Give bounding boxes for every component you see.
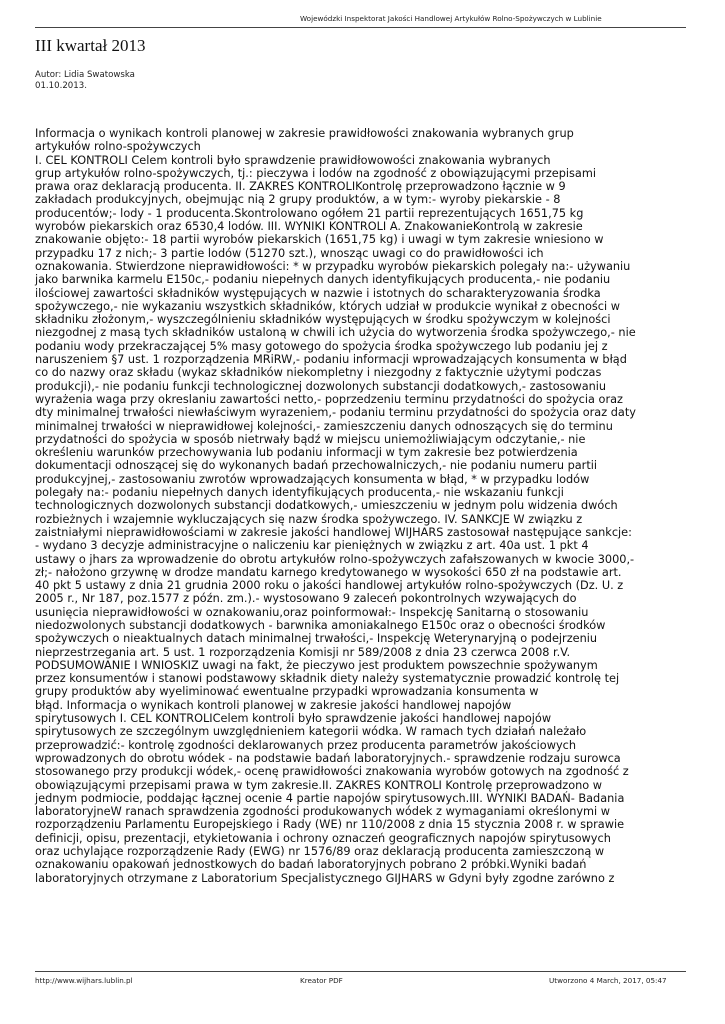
footer-url: http://www.wijhars.lublin.pl: [35, 976, 133, 985]
header-divider: [35, 27, 686, 28]
footer-divider: [35, 971, 686, 972]
footer-generator: Kreator PDF: [300, 976, 343, 985]
document-meta: [35, 70, 135, 92]
document-date: 01.10.2013.: [35, 81, 87, 91]
header-institution: Wojewódzki Inspektorat Jakości Handlowej Artykułów Rolno-Spożywczych w Lublinie: [300, 14, 602, 23]
page-title: III kwartał 2013: [35, 36, 146, 55]
footer-created: Utworzono 4 March, 2017, 05:47: [549, 976, 667, 985]
author-line: Autor: Lidia Swatowska: [35, 70, 135, 80]
document-body: Informacja o wynikach kontroli planowej w zakresie prawidłowości znakowania wybranych grup artykułów rolno-spożywczych I. CEL KONTROLI Celem kontroli było sprawdzenie prawidłowowości znakowania wybranych grup artykułów rolno-spożywczych, tj.: pieczywa i lodów na zgodność z obowiązującymi przepisami prawa oraz deklaracją producenta. II. ZAKRES KONTROLIKontrolę przeprowadzono łącznie w 9 zakładach produkcyjnych, obejmując nią 2 grupy produktów, a w tym:- wyroby piekarskie - 8 producentów;- lody - 1 producenta.Skontrolowano ogółem 21 partii reprezentujących 1651,75 kg wyrobów piekarskich oraz 6530,4 lodów. III. WYNIKI KONTROLI A. ZnakowanieKontrolą w zakresie znakowanie objęto:- 18 partii wyrobów piekarskich (1651,75 kg) i uwagi w tym zakresie wniesiono w przypadku 17 z nich;- 3 partie lodów (51270 szt.), wnosząc uwagi co do prawidłowości ich oznakowania. Stwierdzone nieprawidłowości: * w przypadku wyrobów piekarskich polegały na:- używaniu jako barwnika karmelu E150c,- podaniu niepełnych danych identyfikujących producenta,- nie podaniu ilościowej zawartości składników występujących w nazwie i istotnych do scharakteryzowania środka spożywczego,- nie wykazaniu wszystkich składników, których udział w produkcie wynikał z obecności w składniku złożonym,- wyszczególnieniu składników występujących w środku spożywczym w kolejności niezgodnej z masą tych składników ustaloną w chwili ich użycia do wytworzenia środka spożywczego,- nie podaniu wody przekraczającej 5% masy gotowego do spożycia środka spożywczego lub podaniu jej z naruszeniem §7 ust. 1 rozporządzenia MRiRW,- podaniu informacji wprowadzających konsumenta w błąd co do nazwy oraz składu (wykaz składników niekompletny i niezgodny z faktycznie użytymi podczas produkcji),- nie podaniu funkcji technologicznej dozwolonych substancji dodatkowych,- zastosowaniu wyrażenia waga przy okreslaniu zawartości netto,- poprzedzeniu terminu przydatności do spożycia oraz dty minimalnej trwałości niewłaściwym wyrazeniem,- podaniu terminu przydatności do spożycia oraz daty minimalnej trwałości w nieprawidłowej kolejności,- zamieszczeniu danych odnoszących się do terminu przydatności do spożycia w sposób nietrwały bądź w miejscu uniemożliwiającym odczytanie,- nie określeniu warunków przechowywania lub podaniu informacji w tym zakresie bez potwierdzenia dokumentacji odnoszącej się do wykonanych badań przechowalniczych,- nie podaniu numeru partii produkcyjnej,- zastosowaniu zwrotów wprowadzających konsumenta w błąd, * w przypadku lodów polegały na:- podaniu niepełnych danych identyfikujących producenta,- nie wskazaniu funkcji technologicznych dozwolonych substancji dodatkowych,- umieszczeniu w jednym polu widzenia dwóch rozbieżnych i wzajemnie wykluczających się nazw środka spożywczego. IV. SANKCJE W związku z zaistniałymi nieprawidłowościami w zakresie jakości handlowej WIJHARS zastosował następujące sankcje: - wydano 3 decyzje administracyjne o naliczeniu kar pieniężnych w związku z art. 40a ust. 1 pkt 4 ustawy o jhars za wprowadzenie do obrotu artykułów rolno-spożywczych zafałszowanych w kwocie 3000,- zł;- nałożono grzywnę w drodze mandatu karnego kredytowanego w wysokości 650 zł na podstawie art. 40 pkt 5 ustawy z dnia 21 grudnia 2000 roku o jakości handlowej artykułów rolno-spożywczych (Dz. U. z 2005 r., Nr 187, poz.1577 z późn. zm.).- wystosowano 9 zaleceń pokontrolnych wzywających do usunięcia nieprawidłowości w oznakowaniu,oraz poinformował:- Inspekcję Sanitarną o stosowaniu niedozwolonych substancji dodatkowych - barwnika amoniakalnego E150c oraz o obecności środków spożywczych o nieaktualnych datach minimalnej trwałości,- Inspekcję Weterynaryjną o podejrzeniu nieprzestrzegania art. 5 ust. 1 rozporządzenia Komisji nr 589/2008 z dnia 23 czerwca 2008 r.V. PODSUMOWANIE I WNIOSKIZ uwagi na fakt, że pieczywo jest produktem powszechnie spożywanym przez konsumentów i stanowi podstawowy składnik diety należy systematycznie prowadzić kontrolę tej grupy produktów aby wyeliminować ewentualne przypadki wprowadzania konsumenta w błąd. Informacja o wynikach kontroli planowej w zakresie jakości handlowej napojów spirytusowych I. CEL KONTROLICelem kontroli było sprawdzenie jakości handlowej napojów spirytusowych ze szczególnym uwzględnieniem kategorii wódka. W ramach tych działań należało przeprowadzić:- kontrolę zgodności deklarowanych przez producenta parametrów jakościowych wprowadzonych do obrotu wódek - na podstawie badań laboratoryjnych.- sprawdzenie rodzaju surowca stosowanego przy produkcji wódek,- ocenę prawidłowości znakowania wyrobów gotowych na zgodność z obowiązującymi przepisami prawa w tym zakresie.II. ZAKRES KONTROLI Kontrolę przeprowadzono w jednym podmiocie, poddając łącznej ocenie 4 partie napojów spirytusowych.III. WYNIKI BADAŃ- Badania laboratoryjneW ranach sprawdzenia zgodności produkowanych wódek z wymaganiami określonymi w rozporządzeniu Parlamentu Europejskiego i Rady (WE) nr 110/2008 z dnia 15 stycznia 2008 r. w sprawie definicji, opisu, prezentacji, etykietowania i ochrony oznaczeń geograficznych napojów spirytusowych oraz uchylające rozporządzenie Rady (EWG) nr 1576/89 oraz deklaracją producenta zamieszczoną w oznakowaniu opakowań jednostkowych do badań laboratoryjnych pobrano 2 próbki.Wyniki badań laboratoryjnych otrzymane z Laboratorium Specjalistycznego GIJHARS w Gdyni były zgodne zarówno z: [35, 127, 636, 885]
